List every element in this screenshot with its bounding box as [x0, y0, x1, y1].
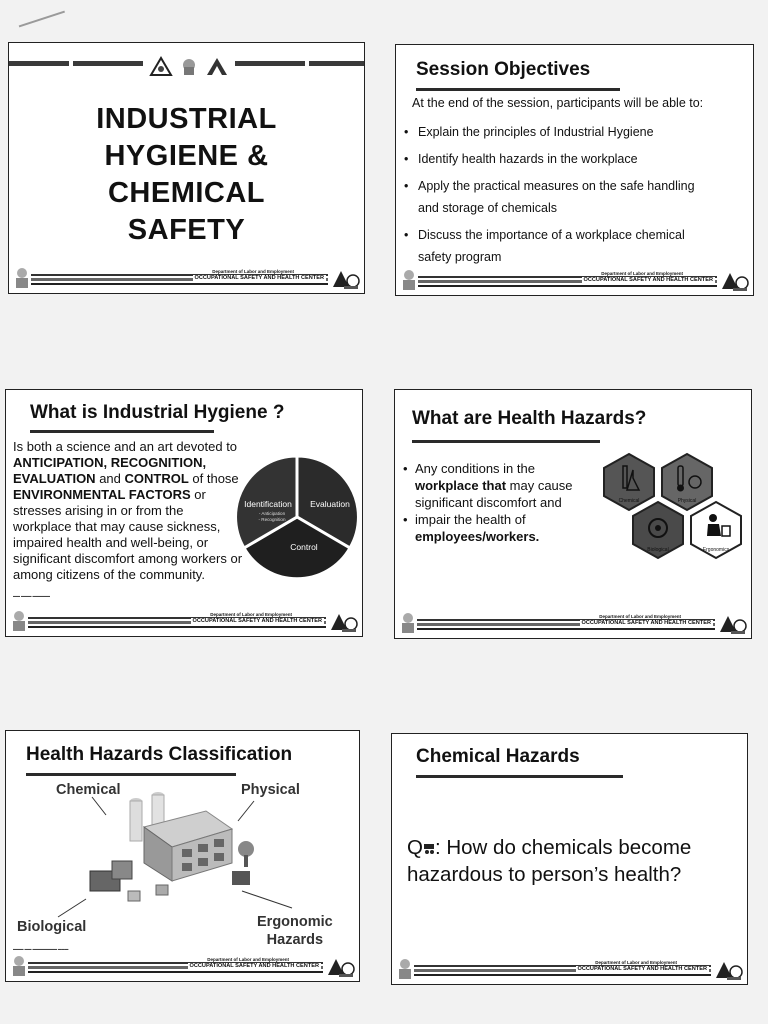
- physical-hex-icon: [662, 454, 712, 510]
- department-label: Department of Labor and Employment: [595, 960, 677, 965]
- center-label: OCCUPATIONAL SAFETY AND HEALTH CENTER: [192, 618, 322, 624]
- title-underline: [30, 430, 214, 433]
- slide-footer: [395, 606, 751, 638]
- slide-footer: [9, 261, 364, 293]
- center-label: OCCUPATIONAL SAFETY AND HEALTH CENTER: [581, 620, 711, 626]
- ih-cycle-diagram: [232, 452, 362, 582]
- main-title: [9, 101, 364, 249]
- slide-health-hazards: [394, 389, 752, 639]
- slide-heading: Health Hazards Classification: [26, 744, 293, 765]
- list-item: safety program: [418, 250, 502, 264]
- slide-objectives: [395, 44, 754, 296]
- title-underline: [412, 440, 600, 443]
- factory-illustration: [6, 731, 360, 951]
- people-icon: [423, 842, 435, 856]
- slide-footer: [6, 949, 359, 981]
- worker-logo-icon: [9, 954, 29, 978]
- worker-logo-icon: [398, 611, 418, 635]
- chemical-label: Chemical: [56, 782, 121, 798]
- slide-heading: What is Industrial Hygiene ?: [30, 402, 285, 423]
- title-line: SAFETY: [127, 214, 246, 246]
- department-label: Department of Labor and Employment: [212, 269, 294, 274]
- list-item: • impair the health of employees/workers.: [403, 511, 603, 545]
- department-label: Department of Labor and Employment: [599, 614, 681, 619]
- slide-footer: [396, 263, 753, 295]
- pen-mark: [19, 11, 66, 29]
- physical-label: Physical: [241, 782, 300, 798]
- top-bar: [9, 55, 364, 75]
- list-item: • Any conditions in the workplace that may cause significant discomfort and: [403, 460, 603, 511]
- recognition-label: - Recognition: [258, 517, 286, 522]
- oshc-logo-icon: [325, 954, 355, 978]
- svg-text:Physical: Physical: [677, 498, 697, 504]
- intro-text: At the end of the session, participants will be able to:: [412, 96, 704, 110]
- biological-hex-icon: [633, 502, 683, 558]
- agency-logos-icon: [145, 55, 233, 77]
- objectives-list: [404, 121, 744, 268]
- chemical-hex-icon: [604, 454, 654, 510]
- oshc-logo-icon: [328, 609, 358, 633]
- hazards-definition: [403, 460, 603, 545]
- center-label: OCCUPATIONAL SAFETY AND HEALTH CENTER: [577, 966, 707, 972]
- title-line: INDUSTRIAL: [96, 103, 277, 135]
- oshc-logo-icon: [719, 268, 749, 292]
- slide-heading: Session Objectives: [416, 59, 591, 80]
- worker-logo-icon: [399, 268, 419, 292]
- slide-chemical-hazards: [391, 733, 748, 985]
- list-item: • Discuss the importance of a workplace chemical: [404, 224, 744, 246]
- center-label: OCCUPATIONAL SAFETY AND HEALTH CENTER: [194, 275, 324, 281]
- slide-heading: Chemical Hazards: [416, 746, 580, 767]
- biological-label: Biological: [17, 919, 87, 935]
- worker-logo-icon: [12, 266, 32, 290]
- ergonomic-label: Ergonomic Hazards: [257, 914, 333, 948]
- title-underline: [416, 775, 623, 778]
- ergonomics-hex-icon: [691, 502, 741, 558]
- slide-footer: [6, 604, 362, 636]
- worker-logo-icon: [9, 609, 29, 633]
- slide-footer: [392, 952, 747, 984]
- list-item: and storage of chemicals: [418, 201, 557, 215]
- definition-text: Is both a science and an art devoted to ANTICIPATION, RECOGNITION, EVALUATION and CONTROL of those ENVIRONMENTAL FACTORS or stresses arising in or from the workplace that may cause sickness, impaired health and well-being, or significant discomfort among workers or among citizens of the community.: [13, 439, 243, 582]
- worker-logo-icon: [395, 957, 415, 981]
- title-line: HYGIENE &: [104, 140, 269, 172]
- list-item: • Identify health hazards in the workplace: [404, 148, 744, 175]
- oshc-logo-icon: [330, 266, 360, 290]
- source-note: ▬▬▬ ▬▬ ▬▬▬▬▬▬▬ ▬▬▬: [13, 947, 69, 951]
- department-label: Department of Labor and Employment: [601, 271, 683, 276]
- oshc-logo-icon: [713, 957, 743, 981]
- svg-text:Biological: Biological: [647, 547, 669, 553]
- anticipation-label: - Anticipation: [258, 511, 286, 516]
- oshc-logo-icon: [717, 611, 747, 635]
- center-label: OCCUPATIONAL SAFETY AND HEALTH CENTER: [583, 277, 713, 283]
- evaluation-label: Evaluation: [310, 499, 350, 509]
- slide-industrial-hygiene: [5, 389, 363, 637]
- factory-icon: [90, 792, 254, 901]
- control-label: Control: [290, 542, 318, 552]
- department-label: Department of Labor and Employment: [207, 957, 289, 962]
- question-text: Q : How do chemicals become hazardous to person’s health?: [407, 836, 692, 886]
- svg-text:Chemical: Chemical: [618, 498, 640, 504]
- svg-text:Ergonomics: Ergonomics: [702, 547, 730, 553]
- list-item: • Apply the practical measures on the safe handling: [404, 175, 744, 197]
- slide-hazard-classification: [5, 730, 360, 982]
- slide-heading: What are Health Hazards?: [412, 408, 647, 429]
- identification-label: Identification: [244, 499, 292, 509]
- list-item: • Explain the principles of Industrial Hygiene: [404, 121, 744, 148]
- department-label: Department of Labor and Employment: [210, 612, 292, 617]
- slide-title: [8, 42, 365, 294]
- title-line: CHEMICAL: [107, 177, 266, 209]
- title-underline: [416, 88, 620, 91]
- hazard-hex-icons: [599, 452, 747, 562]
- source-note: ▬▬ ▬▬▬ ▬▬▬▬▬: [13, 594, 50, 598]
- center-label: OCCUPATIONAL SAFETY AND HEALTH CENTER: [189, 963, 319, 969]
